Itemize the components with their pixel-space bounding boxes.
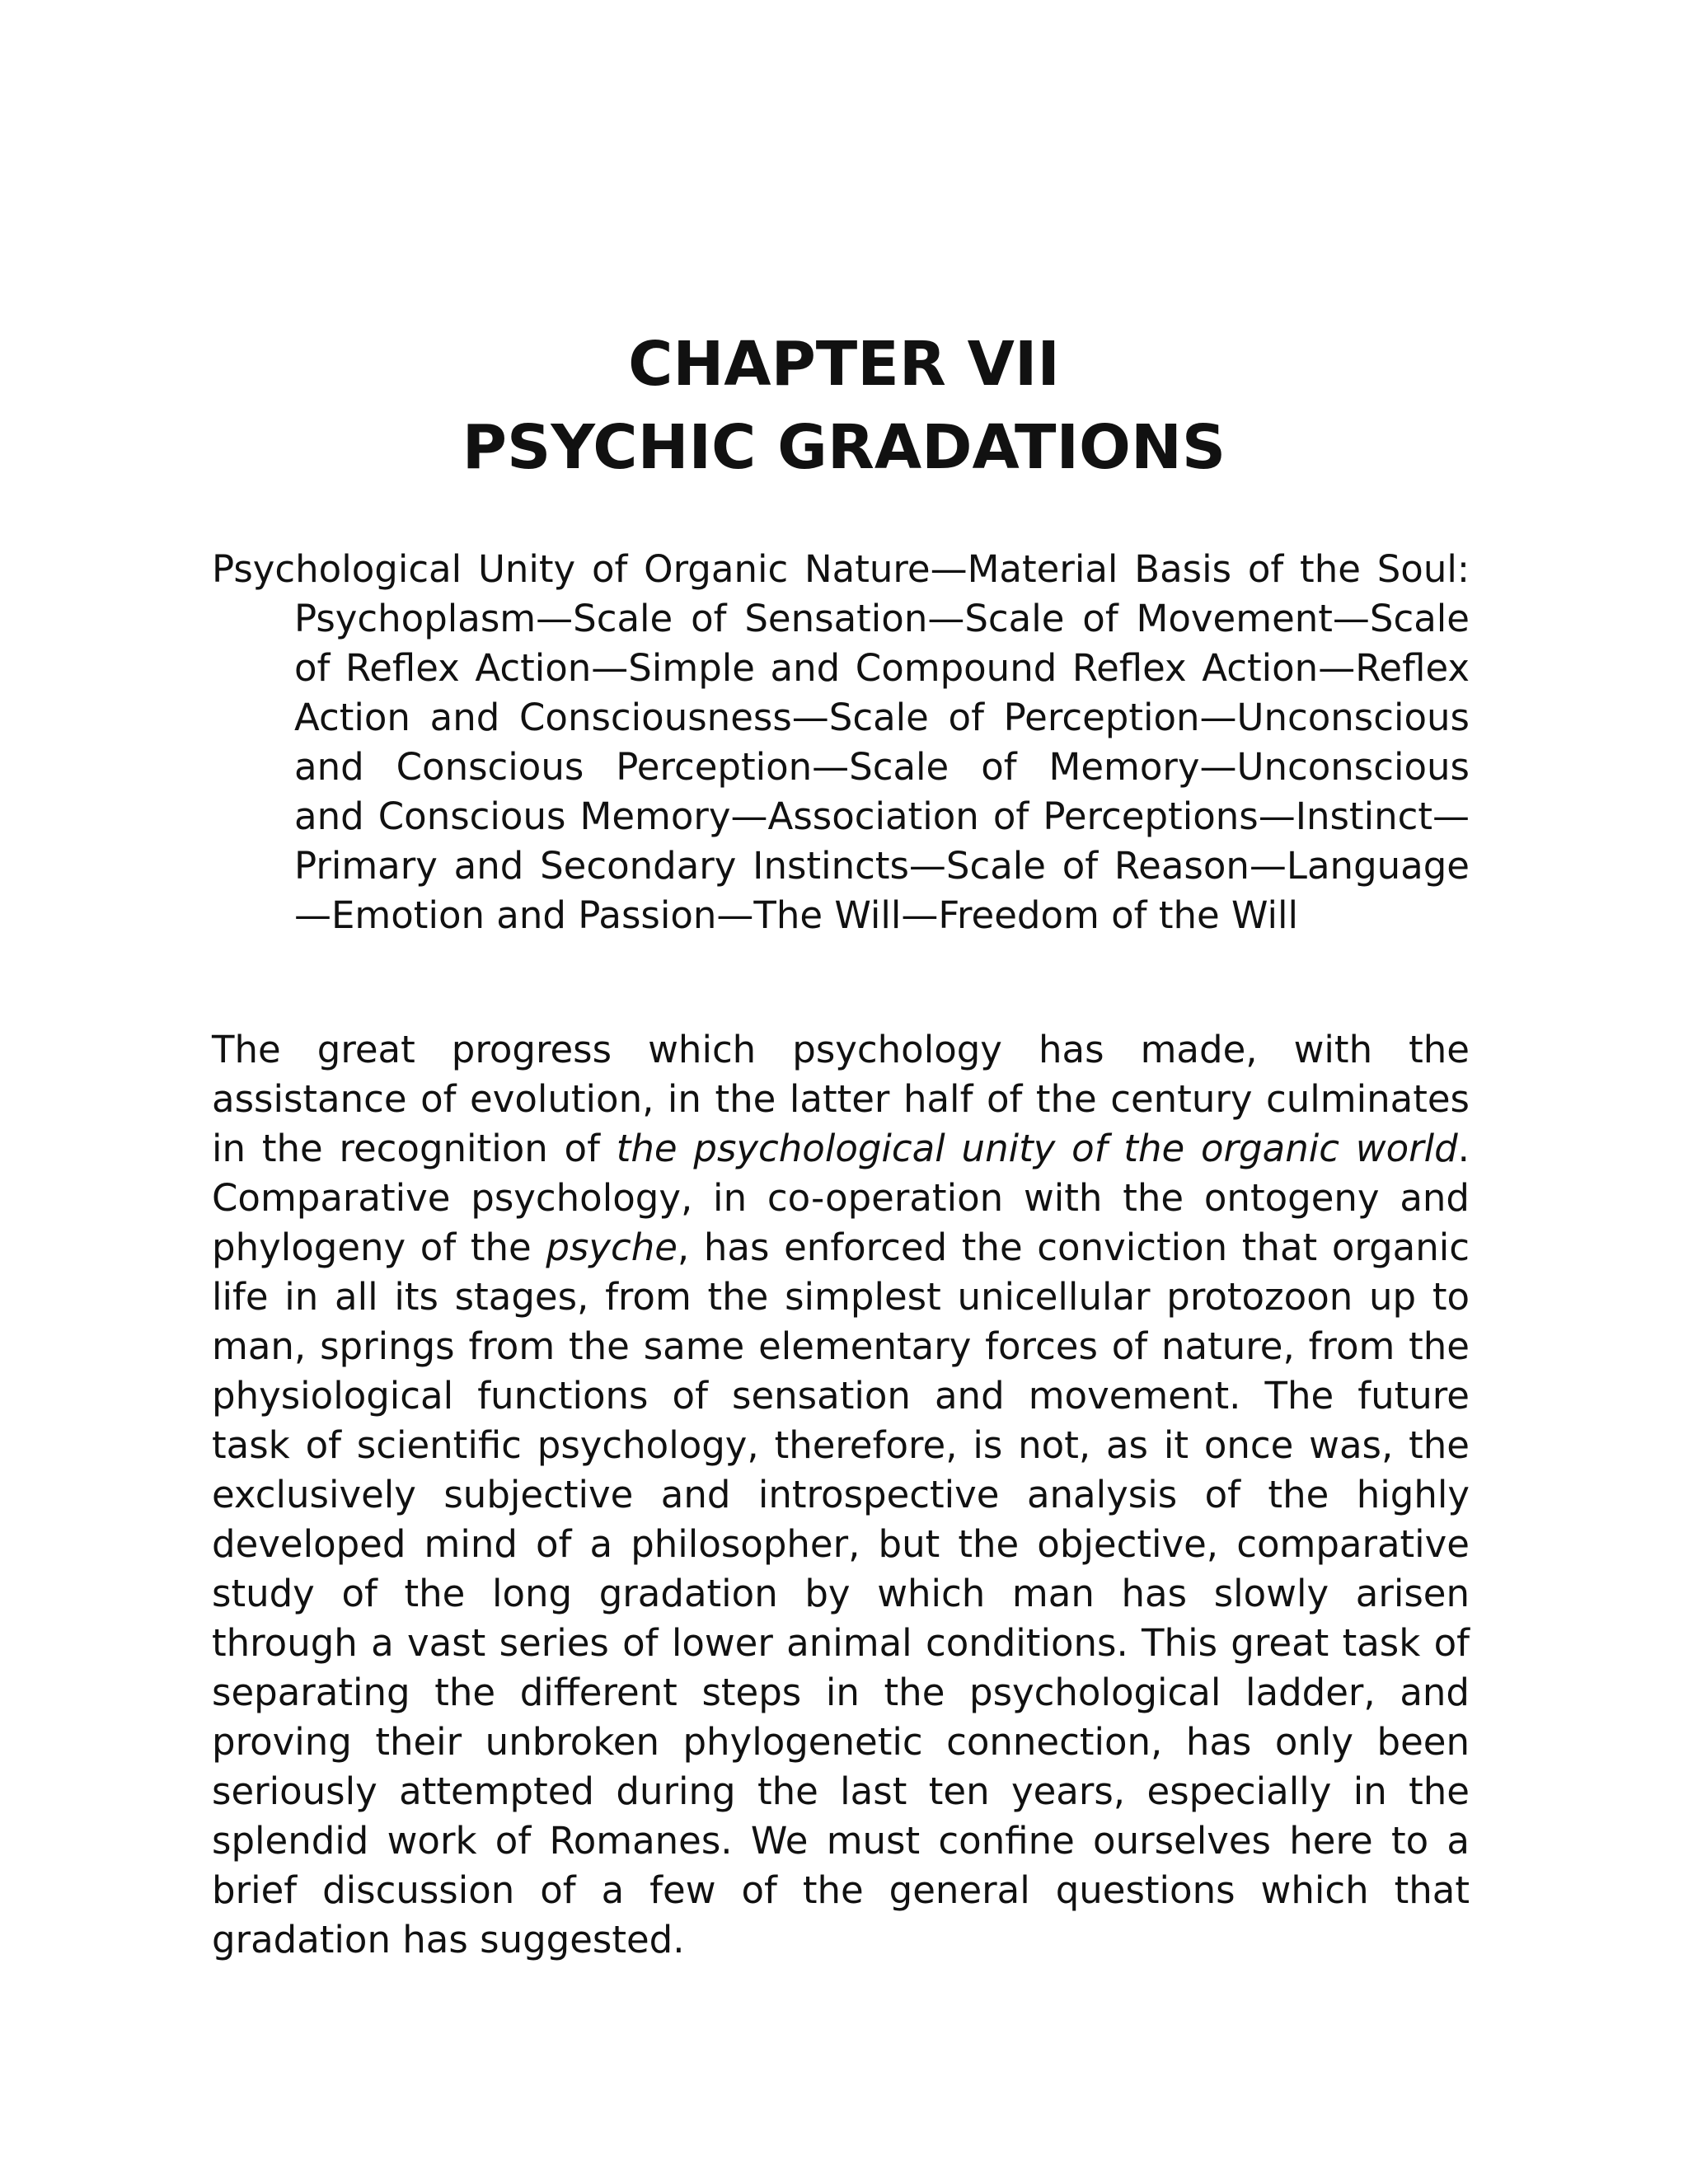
paragraph-text-1: The great progress which psychology has made, with the assistance of evolution, in the latter half of the century culminates in the recognition of <box>212 1028 1470 1170</box>
chapter-summary: Psychological Unity of Organic Nature—Material Basis of the Soul: Psychoplasm—Scale of Sensation—Scale of Movement—Scale of Reflex Action—Simple and Compound Reflex Action—Reflex Action and Consciousness—Scale of Perception—Unconscious and Conscious Perception—Scale of Memory—Unconscious and Conscious Memory—Association of Perceptions—Instinct—Primary and Secondary Instincts—Scale of Reason—Language—Emotion and Passion—The Will—Freedom of the Will <box>212 547 1470 937</box>
chapter-heading <box>0 323 1688 490</box>
paragraph-text-2: . Comparative psychology, in co-operation with the ontogeny and phylogeny of the <box>212 1127 1470 1269</box>
chapter-title: PSYCHIC GRADATIONS <box>462 412 1226 483</box>
chapter-number: CHAPTER VII <box>628 329 1060 400</box>
paragraph-text-3: , has enforced the conviction that organic life in all its stages, from the simplest unicellular protozoon up to man, springs from the same elementary forces of nature, from the physiological functions of sensation and movement. The future task of scientific psychology, therefore, is not, as it once was, the exclusively subjective and introspective analysis of the highly developed mind of a philosopher, but the objective, comparative study of the long gradation by which man has slowly arisen through a vast series of lower animal conditions. This great task of separating the different steps in the psychological ladder, and proving their unbroken phylogenetic connection, has only been seriously attempted during the last ten years, especially in the splendid work of Romanes. We must confine ourselves here to a brief discussion of a few of the general questions which that gradation has suggested. <box>212 1226 1470 1961</box>
body-paragraph <box>212 1025 1470 1965</box>
paragraph-emphasis-1: the psychological unity of the organic world <box>616 1127 1458 1170</box>
paragraph-emphasis-2: psyche <box>546 1226 678 1269</box>
